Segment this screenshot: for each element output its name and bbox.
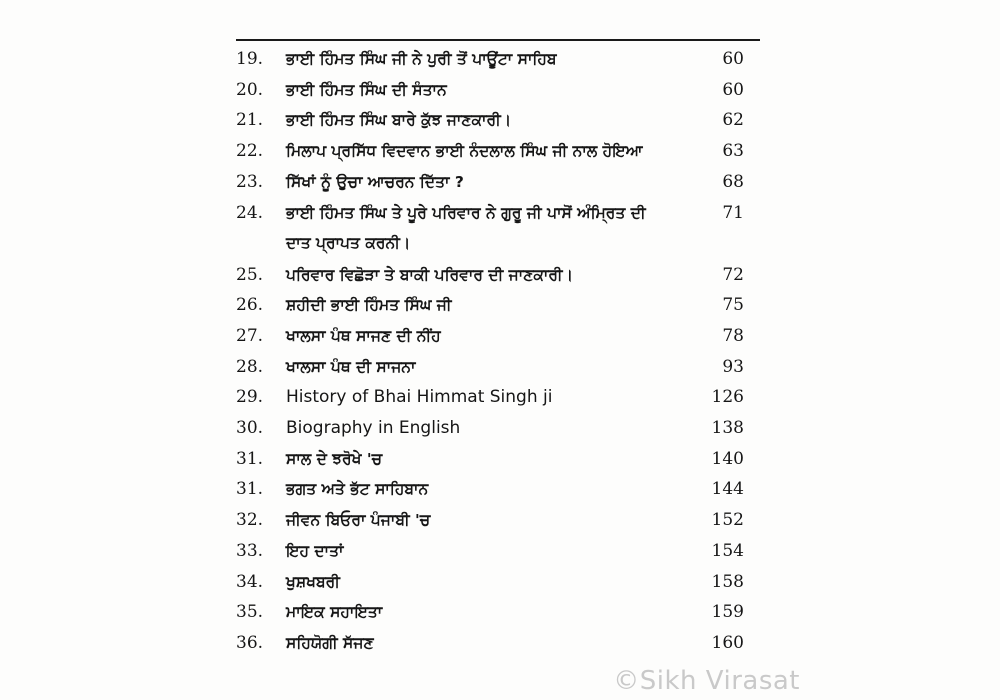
toc-entry bbox=[0, 290, 1000, 320]
toc-entry bbox=[0, 260, 1000, 290]
toc-entry-number: 36. bbox=[236, 632, 264, 653]
toc-entry-number: 34. bbox=[236, 571, 264, 592]
toc-entry-title: ਸਾਲ ਦੇ ਝਰੋਖੇ 'ਚ bbox=[286, 449, 383, 468]
toc-entry-number: 33. bbox=[236, 540, 264, 561]
toc-entry-title: Biography in English bbox=[286, 418, 461, 438]
toc-entry bbox=[0, 597, 1000, 627]
toc-entry-number: 21. bbox=[236, 110, 264, 131]
toc-entry-title: ਸਿੱਖਾਂ ਨੂੰ ਉਚਾ ਆਚਰਨ ਦਿੱਤਾ ? bbox=[286, 172, 464, 191]
toc-entry-page: 138 bbox=[711, 418, 744, 438]
toc-entry bbox=[0, 567, 1000, 597]
toc-entry-title: ਖਾਲਸਾ ਪੰਥ ਦੀ ਸਾਜਨਾ bbox=[286, 357, 416, 376]
toc-entry bbox=[0, 444, 1000, 474]
toc-entry bbox=[0, 474, 1000, 504]
toc-entry-number: 24. bbox=[236, 202, 264, 223]
toc-entry-page: 71 bbox=[722, 202, 744, 223]
toc-entry-page: 68 bbox=[722, 171, 744, 192]
toc-entry-page: 160 bbox=[711, 632, 744, 653]
toc-entry-number: 27. bbox=[236, 325, 264, 346]
toc-entry-title-continued: ਦਾਤ ਪ੍ਰਾਪਤ ਕਰਨੀ। bbox=[286, 233, 411, 252]
toc-entry-page: 126 bbox=[711, 387, 744, 408]
toc-entry-page: 72 bbox=[722, 264, 744, 285]
toc-entry-number: 31. bbox=[236, 448, 264, 469]
toc-entry bbox=[0, 167, 1000, 197]
toc-entry-page: 93 bbox=[722, 356, 744, 377]
toc-entry-number: 31. bbox=[236, 479, 264, 500]
toc-entry-page: 152 bbox=[711, 510, 744, 531]
toc-entry-page: 60 bbox=[722, 79, 744, 100]
toc-entry bbox=[0, 105, 1000, 135]
toc-entry-title: ਭਾਈ ਹਿੰਮਤ ਸਿੰਘ ਤੇ ਪੂਰੇ ਪਰਿਵਾਰ ਨੇ ਗੁਰੂ ਜੀ ਪਾਸੋਂ ਅੰਮ੍ਰਿਤ ਦੀ bbox=[286, 203, 646, 222]
toc-entry bbox=[0, 136, 1000, 166]
toc-entry-title: ਭਾਈ ਹਿੰਮਤ ਸਿੰਘ ਦੀ ਸੰਤਾਨ bbox=[286, 80, 447, 99]
toc-entry-title: ਇਹ ਦਾਤਾਂ bbox=[286, 541, 344, 560]
toc-entry bbox=[0, 382, 1000, 412]
toc-entry bbox=[0, 413, 1000, 443]
toc-entry-number: 25. bbox=[236, 264, 264, 285]
toc-entry-number: 32. bbox=[236, 510, 264, 531]
toc-entry bbox=[0, 44, 1000, 74]
toc-entry-number: 28. bbox=[236, 356, 264, 377]
toc-entry-title: History of Bhai Himmat Singh ji bbox=[286, 387, 553, 408]
toc-entry-title: ਖੁਸ਼ਖਬਰੀ bbox=[286, 572, 340, 591]
toc-entry-page: 159 bbox=[711, 602, 744, 623]
toc-entry-page: 140 bbox=[711, 448, 744, 469]
toc-entry bbox=[0, 321, 1000, 351]
toc-entry-number: 30. bbox=[236, 418, 264, 438]
toc-entry-number: 23. bbox=[236, 171, 264, 192]
toc-entry-title: ਭਾਈ ਹਿੰਮਤ ਸਿੰਘ ਬਾਰੇ ਕੁੱਝ ਜਾਣਕਾਰੀ। bbox=[286, 111, 512, 130]
toc-entry-number: 29. bbox=[236, 387, 264, 408]
toc-entry-page: 63 bbox=[722, 141, 744, 162]
toc-entry bbox=[0, 536, 1000, 566]
watermark: ©Sikh Virasat bbox=[613, 666, 800, 696]
toc-entry-number: 26. bbox=[236, 295, 264, 316]
toc-entry-title: ਸਹਿਯੋਗੀ ਸੱਜਣ bbox=[286, 633, 374, 652]
toc-entry-title: ਸ਼ਹੀਦੀ ਭਾਈ ਹਿੰਮਤ ਸਿੰਘ ਜੀ bbox=[286, 296, 452, 315]
toc-entry-title: ਭਗਤ ਅਤੇ ਭੱਟ ਸਾਹਿਬਾਨ bbox=[286, 480, 429, 499]
toc-entry-number: 20. bbox=[236, 79, 264, 100]
toc-entry-page: 158 bbox=[711, 571, 744, 592]
toc-entry-number: 35. bbox=[236, 602, 264, 623]
toc-entry-title: ਭਾਈ ਹਿੰਮਤ ਸਿੰਘ ਜੀ ਨੇ ਪੁਰੀ ਤੋਂ ਪਾਊਂਟਾ ਸਾਹਿਬ bbox=[286, 50, 557, 68]
toc-entry-page: 60 bbox=[722, 49, 744, 69]
toc-entry bbox=[0, 628, 1000, 658]
toc-entry-title: ਖਾਲਸਾ ਪੰਥ ਸਾਜਣ ਦੀ ਨੀਂਹ bbox=[286, 326, 441, 345]
toc-entry-title: ਜੀਵਨ ਬਿਓਰਾ ਪੰਜਾਬੀ 'ਚ bbox=[286, 511, 431, 530]
toc-entry-page: 144 bbox=[711, 479, 744, 500]
toc-entry bbox=[0, 352, 1000, 382]
toc-entry-page: 78 bbox=[722, 325, 744, 346]
toc-entry bbox=[0, 75, 1000, 105]
toc-entry-title: ਮਾਇਕ ਸਹਾਇਤਾ bbox=[286, 603, 383, 622]
toc-entry-page: 154 bbox=[711, 540, 744, 561]
toc-entry-page: 75 bbox=[722, 295, 744, 316]
toc-entry-number: 22. bbox=[236, 141, 264, 162]
toc-entry bbox=[0, 505, 1000, 535]
toc-entry bbox=[0, 198, 1000, 258]
toc-entry-title: ਪਰਿਵਾਰ ਵਿਛੋੜਾ ਤੇ ਬਾਕੀ ਪਰਿਵਾਰ ਦੀ ਜਾਣਕਾਰੀ। bbox=[286, 265, 574, 284]
toc-entry-number: 19. bbox=[236, 49, 264, 69]
top-rule bbox=[236, 39, 760, 41]
toc-entry-title: ਮਿਲਾਪ ਪ੍ਰਸਿੱਧ ਵਿਦਵਾਨ ਭਾਈ ਨੰਦਲਾਲ ਸਿੰਘ ਜੀ ਨਾਲ ਹੋਇਆ bbox=[286, 142, 643, 161]
toc-entry-page: 62 bbox=[722, 110, 744, 131]
